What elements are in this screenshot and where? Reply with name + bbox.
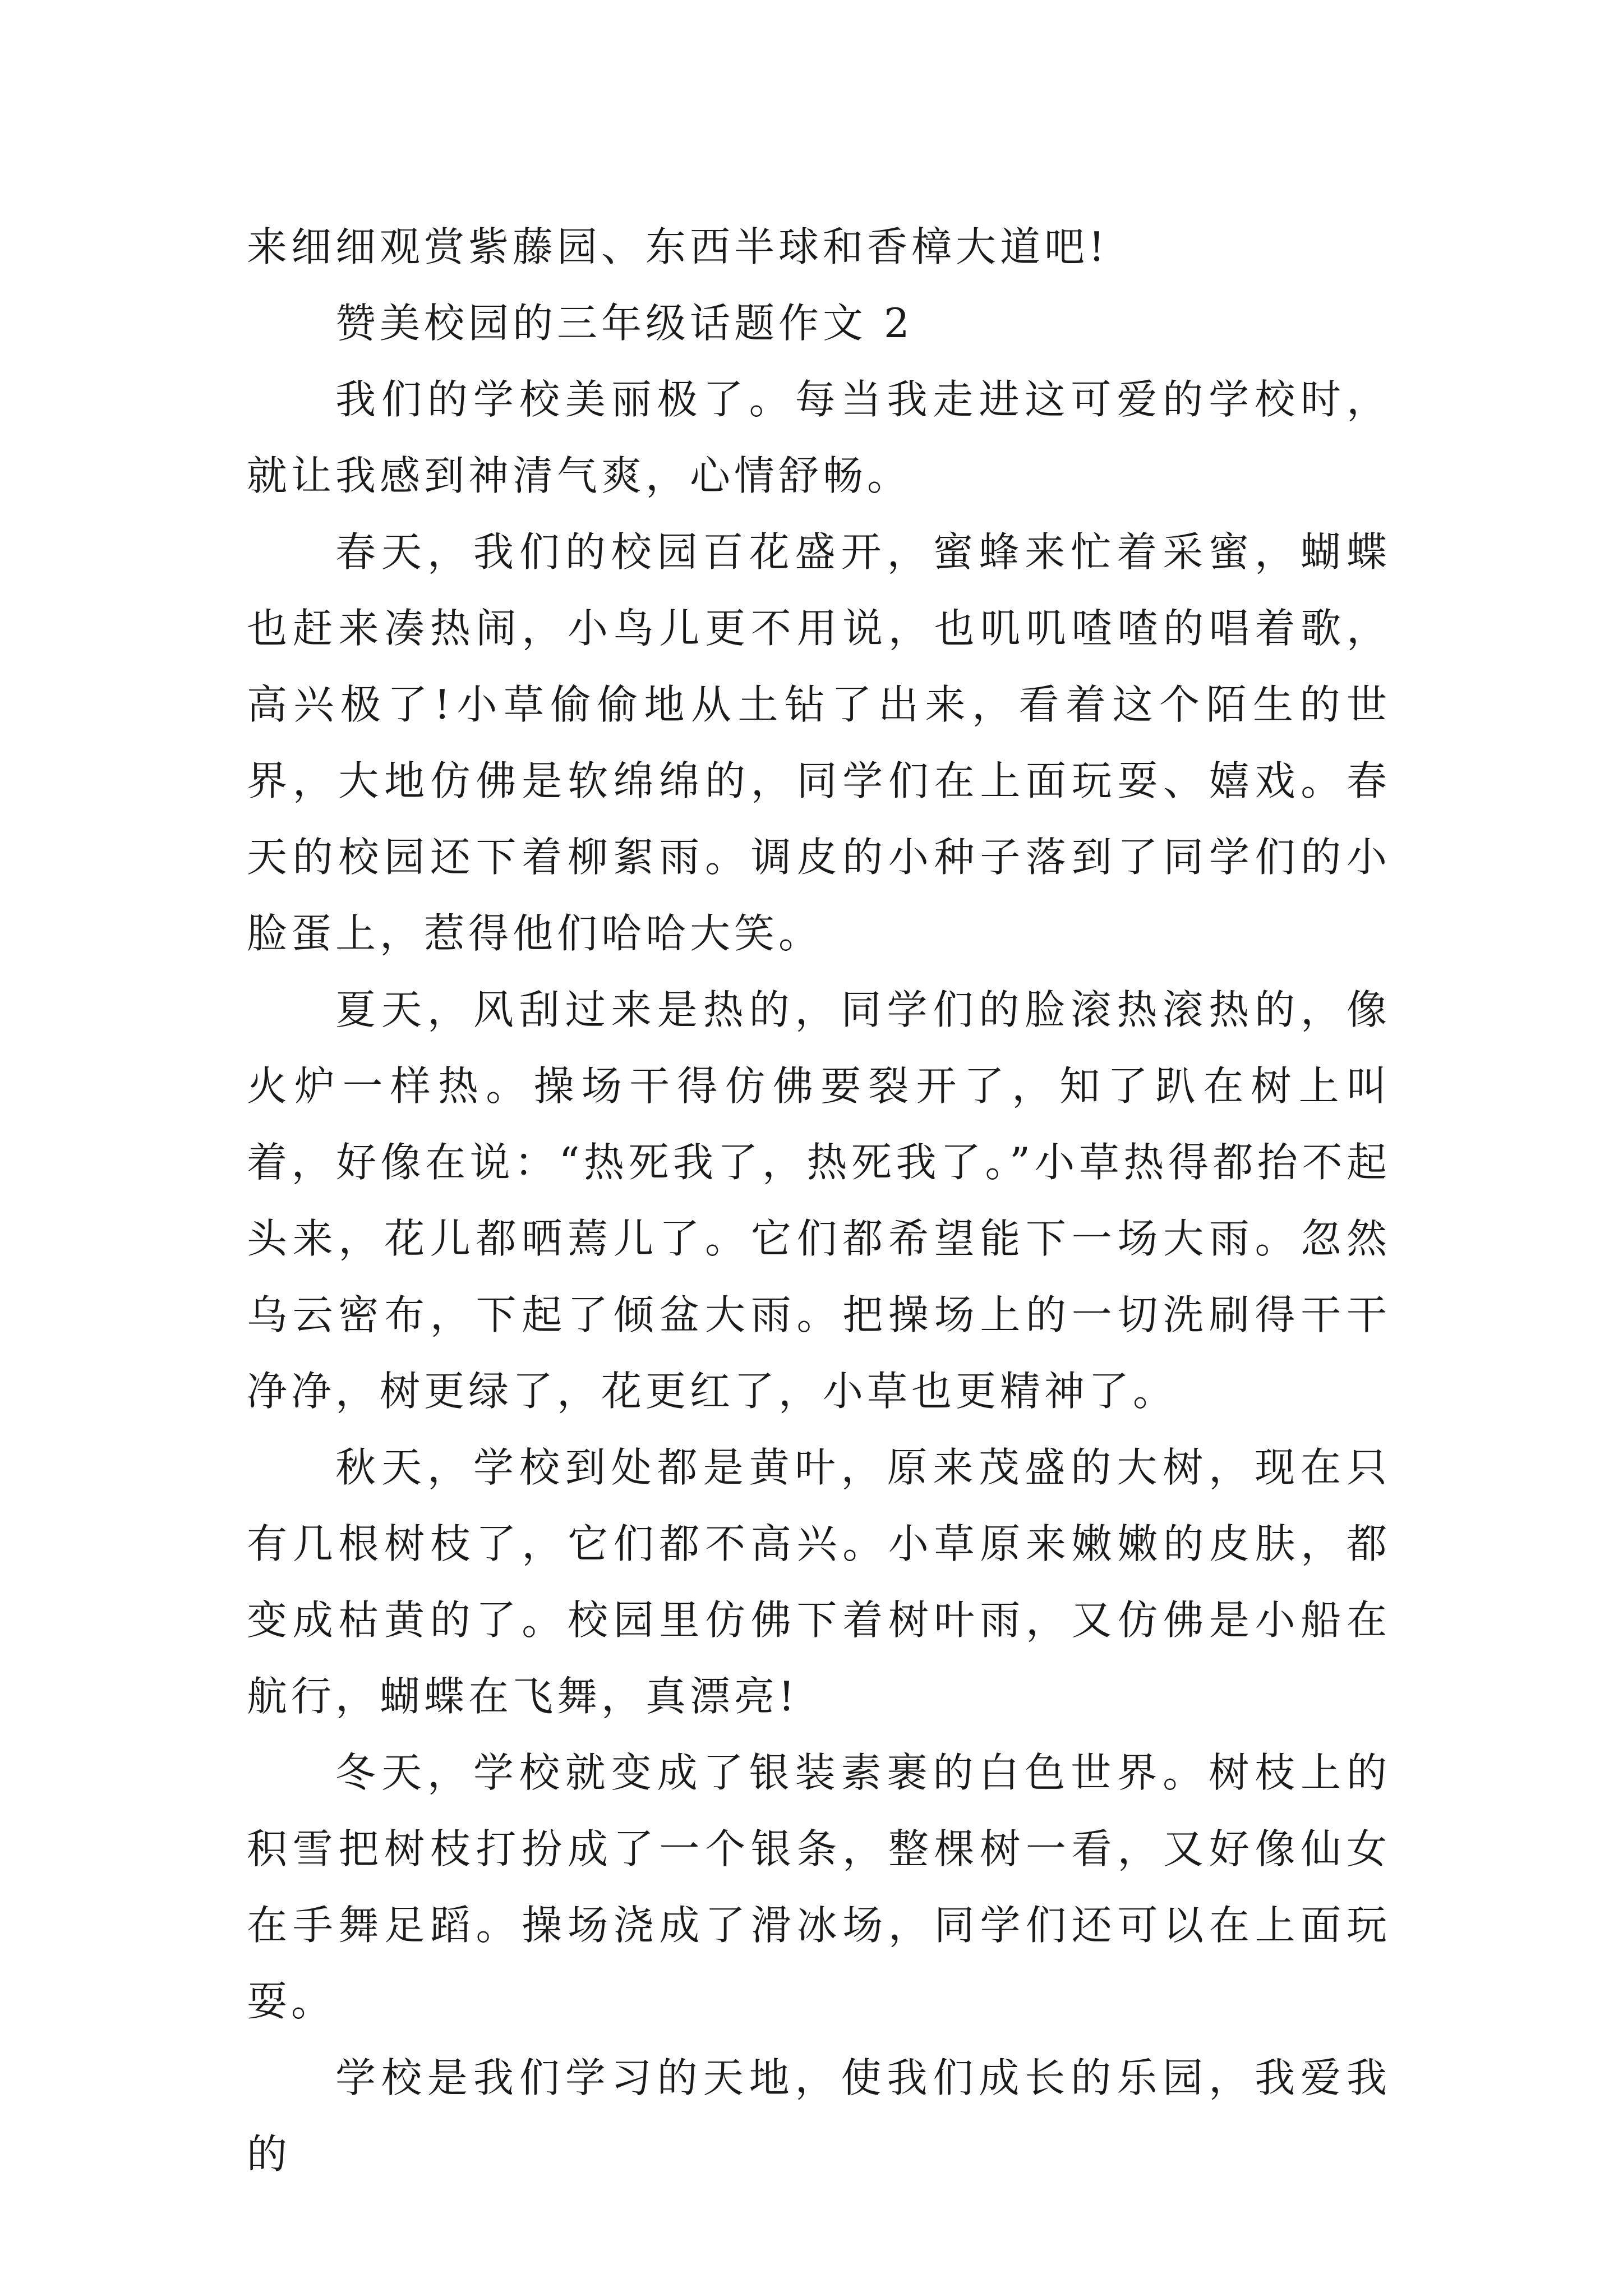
paragraph-spring: 春天，我们的校园百花盛开，蜜蜂来忙着采蜜，蝴蝶也赶来凑热闹，小鸟儿更不用说，也叽叽喳喳的唱着歌，高兴极了!小草偷偷地从土钻了出来，看着这个陌生的世界，大地仿佛是软绵绵的，同学们在上面玩耍、嬉戏。春天的校园还下着柳絮雨。调皮的小种子落到了同学们的小脸蛋上，惹得他们哈哈大笑。: [247, 528, 1391, 957]
paragraph-summer: 夏天，风刮过来是热的，同学们的脸滚热滚热的，像火炉一样热。操场干得仿佛要裂开了，知了趴在树上叫着，好像在说：“热死我了，热死我了。”小草热得都抬不起头来，花儿都晒蔫儿了。它们都希望能下一场大雨。忽然乌云密布，下起了倾盆大雨。把操场上的一切洗刷得干干净净，树更绿了，花更红了，小草也更精神了。: [247, 986, 1391, 1415]
paragraph-winter: 冬天，学校就变成了银装素裹的白色世界。树枝上的积雪把树枝打扮成了一个银条，整棵树一看，又好像仙女在手舞足蹈。操场浇成了滑冰场，同学们还可以在上面玩耍。: [247, 1749, 1391, 2025]
paragraph-conclusion: 学校是我们学习的天地，使我们成长的乐园，我爱我的: [247, 2054, 1391, 2178]
paragraph-continuation: 来细细观赏紫藤园、东西半球和香樟大道吧!: [247, 223, 1109, 270]
document-body: [247, 209, 1391, 2192]
essay-title: 赞美校园的三年级话题作文 2: [335, 300, 914, 347]
paragraph-intro: 我们的学校美丽极了。每当我走进这可爱的学校时，就让我感到神清气爽，心情舒畅。: [247, 376, 1391, 499]
paragraph-autumn: 秋天，学校到处都是黄叶，原来茂盛的大树，现在只有几根树枝了，它们都不高兴。小草原来嫩嫩的皮肤，都变成枯黄的了。校园里仿佛下着树叶雨，又仿佛是小船在航行，蝴蝶在飞舞，真漂亮!: [247, 1444, 1391, 1720]
